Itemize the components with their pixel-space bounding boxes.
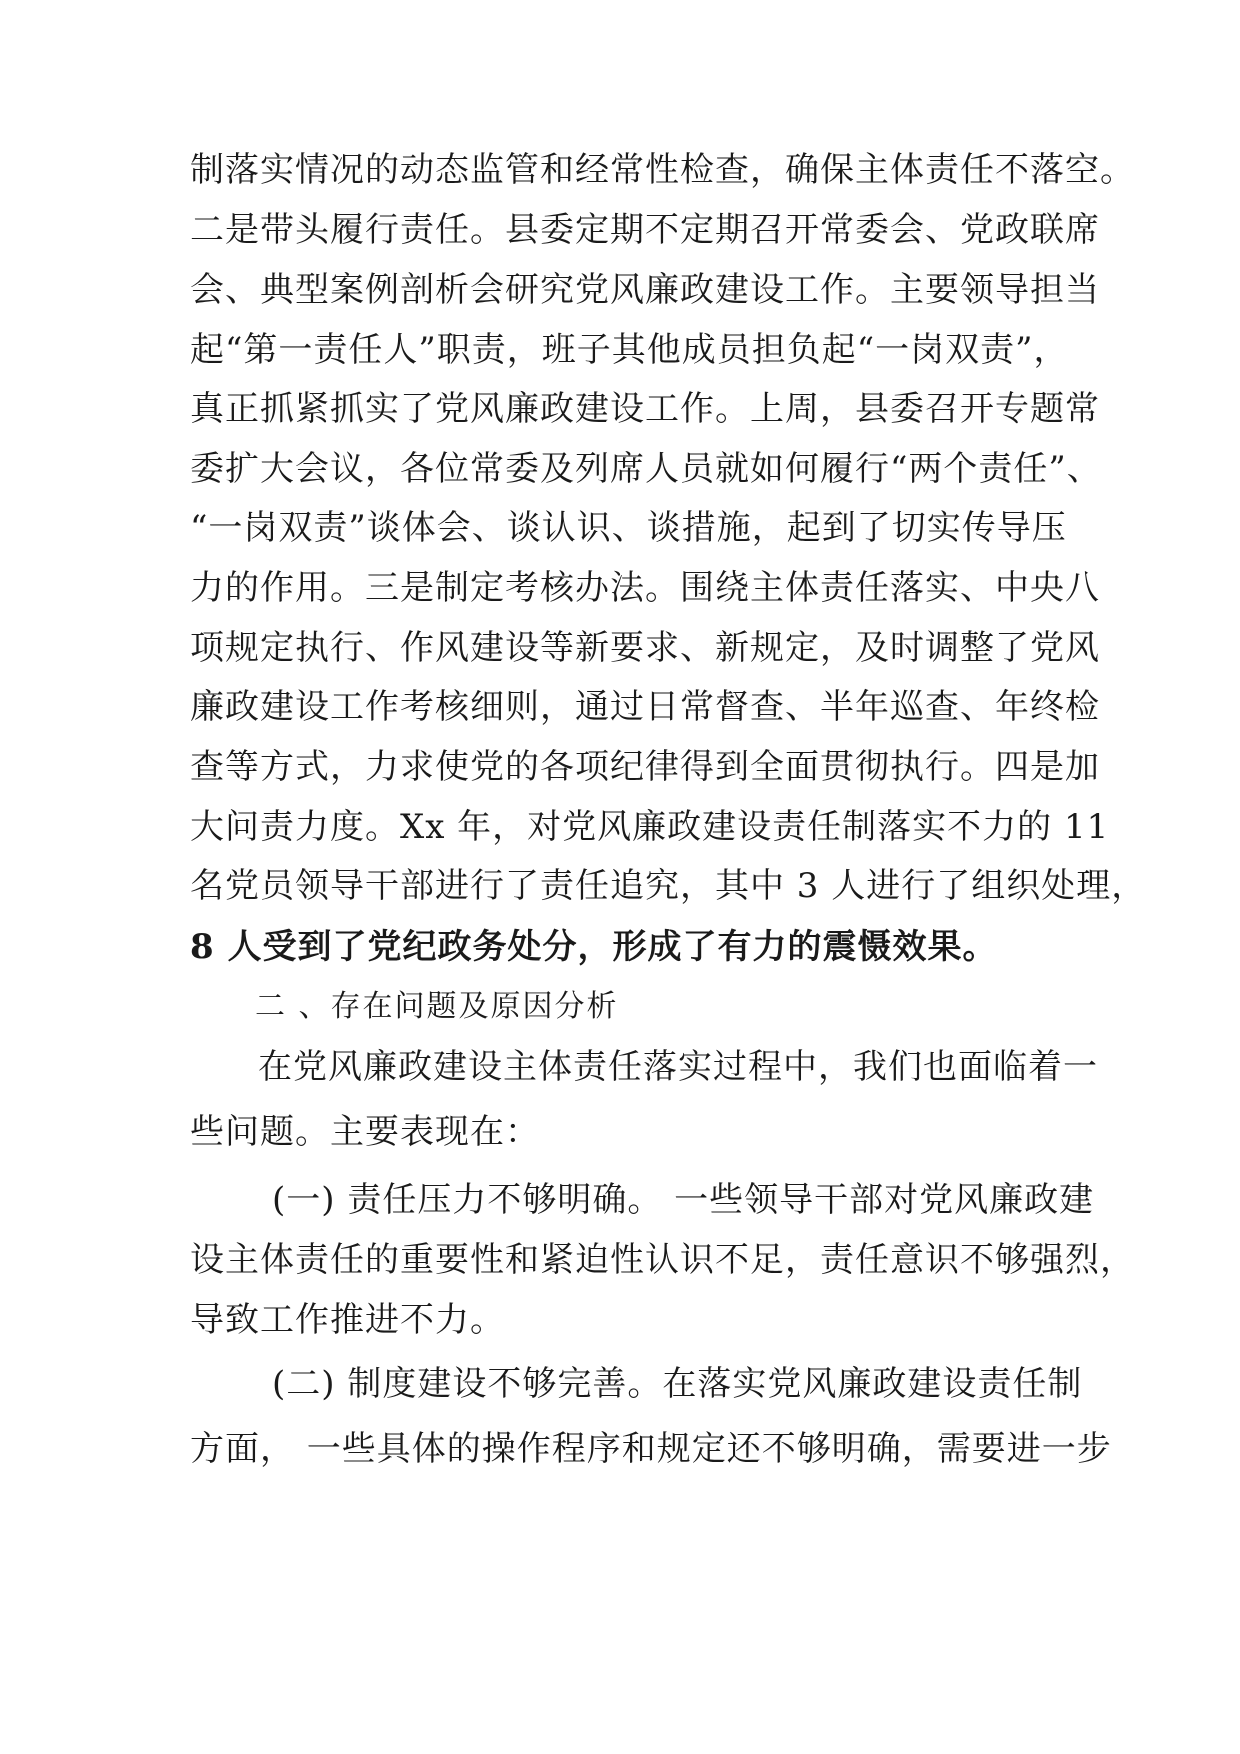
text-line: 真正抓紧抓实了党风廉政建设工作。上周，县委召开专题常 — [190, 389, 1100, 429]
text-line: 名党员领导干部进行了责任追究，其中 3 人进行了组织处理， — [190, 866, 1147, 906]
text-line: 设主体责任的重要性和紧迫性认识不足，责任意识不够强烈， — [190, 1240, 1135, 1280]
list-item-heading: (一) 责任压力不够明确。 一些领导干部对党风廉政建 — [272, 1180, 1095, 1220]
text-line: 在党风廉政建设主体责任落实过程中，我们也面临着一 — [258, 1047, 1098, 1087]
text-line: 会、典型案例剖析会研究党风廉政建设工作。主要领导担当 — [190, 270, 1100, 310]
list-item-heading: (二) 制度建设不够完善。在落实党风廉政建设责任制 — [272, 1364, 1083, 1404]
text-line-bold: 8 人受到了党纪政务处分，形成了有力的震慑效果。 — [190, 927, 998, 967]
text-line: 力的作用。三是制定考核办法。围绕主体责任落实、中央八 — [190, 568, 1100, 608]
text-line: 制落实情况的动态监管和经常性检查，确保主体责任不落空。 — [190, 150, 1135, 190]
text-line: “一岗双责”谈体会、谈认识、谈措施，起到了切实传导压 — [190, 508, 1067, 548]
text-line: 项规定执行、作风建设等新要求、新规定，及时调整了党风 — [190, 628, 1100, 668]
text-line: 查等方式，力求使党的各项纪律得到全面贯彻执行。四是加 — [190, 747, 1100, 787]
text-line: 方面， 一些具体的操作程序和规定还不够明确，需要进一步 — [190, 1429, 1112, 1469]
text-line: 导致工作推进不力。 — [190, 1300, 505, 1340]
text-line: 廉政建设工作考核细则，通过日常督查、半年巡查、年终检 — [190, 687, 1100, 727]
section-heading: 二 、存在问题及原因分析 — [255, 989, 619, 1024]
text-line: 大问责力度。Xx 年，对党风廉政建设责任制落实不力的 11 — [190, 807, 1110, 847]
text-line: 些问题。主要表现在： — [190, 1112, 540, 1152]
text-line: 委扩大会议，各位常委及列席人员就如何履行“两个责任”、 — [190, 449, 1102, 489]
text-line: 二是带头履行责任。县委定期不定期召开常委会、党政联席 — [190, 210, 1100, 250]
text-line: 起“第一责任人”职责，班子其他成员担负起“一岗双责”， — [190, 330, 1069, 370]
